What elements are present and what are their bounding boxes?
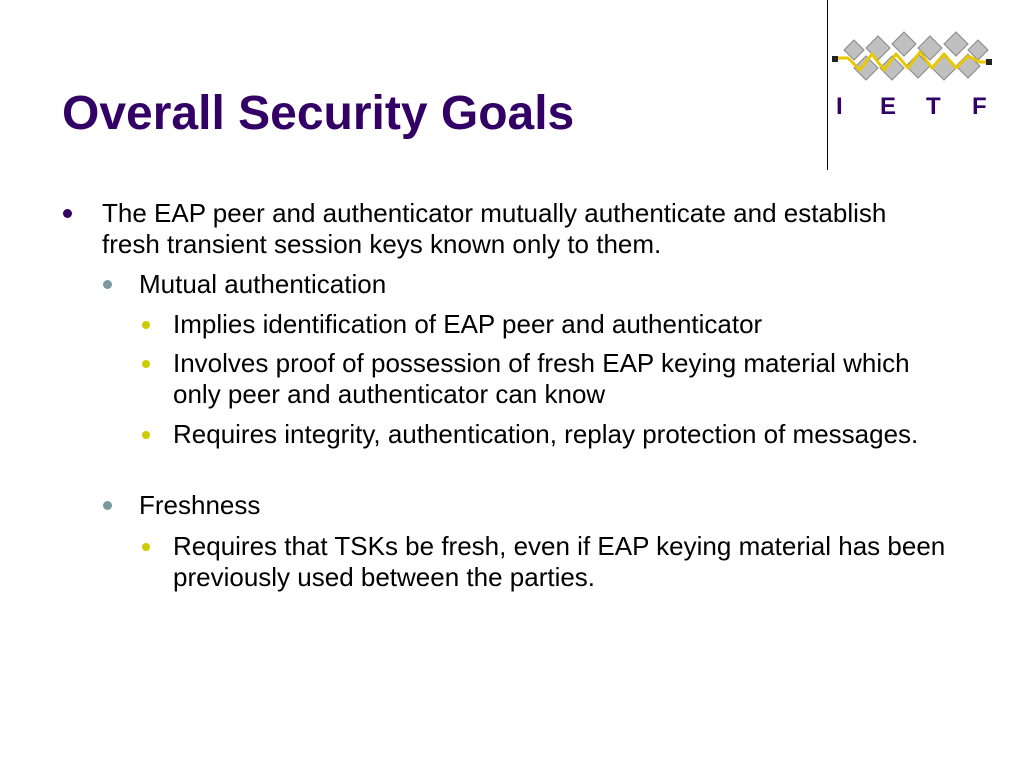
bullet-dot-icon — [103, 280, 112, 289]
bullet-item-level3 — [173, 309, 963, 340]
bullet-dot-icon — [103, 501, 112, 510]
bullet-item-level3 — [173, 348, 963, 410]
logo-letter-i: I — [836, 93, 843, 120]
title-divider — [827, 0, 828, 170]
bullet-text: Involves proof of possession of fresh EAP keying material which only peer and authenticator can know — [173, 348, 910, 409]
bullet-item-level2 — [139, 490, 899, 521]
bullet-dot-icon — [63, 209, 72, 218]
bullet-dot-icon — [142, 360, 150, 368]
bullet-item-level3 — [173, 531, 963, 593]
logo-letter-t: T — [926, 93, 941, 120]
bullet-text: Mutual authentication — [139, 269, 387, 299]
slide-title: Overall Security Goals — [62, 87, 575, 140]
bullet-text: Freshness — [139, 490, 261, 520]
ietf-logo — [832, 28, 992, 124]
logo-letter-f: F — [972, 93, 987, 120]
bullet-dot-icon — [142, 543, 150, 551]
logo-letter-e: E — [880, 93, 897, 120]
bullet-text: Implies identification of EAP peer and authenticator — [173, 309, 763, 339]
bullet-text: Requires that TSKs be fresh, even if EAP keying material has been previously used between the parties. — [173, 531, 946, 592]
bullet-item-level3 — [173, 419, 963, 450]
bullet-dot-icon — [142, 431, 150, 439]
bullet-text: The EAP peer and authenticator mutually authenticate and establish fresh transient session keys known only to them. — [102, 198, 887, 259]
bullet-item-level1 — [102, 198, 902, 260]
bullet-item-level2 — [139, 269, 899, 300]
bullet-text: Requires integrity, authentication, replay protection of messages. — [173, 419, 919, 449]
bullet-dot-icon — [142, 321, 150, 329]
